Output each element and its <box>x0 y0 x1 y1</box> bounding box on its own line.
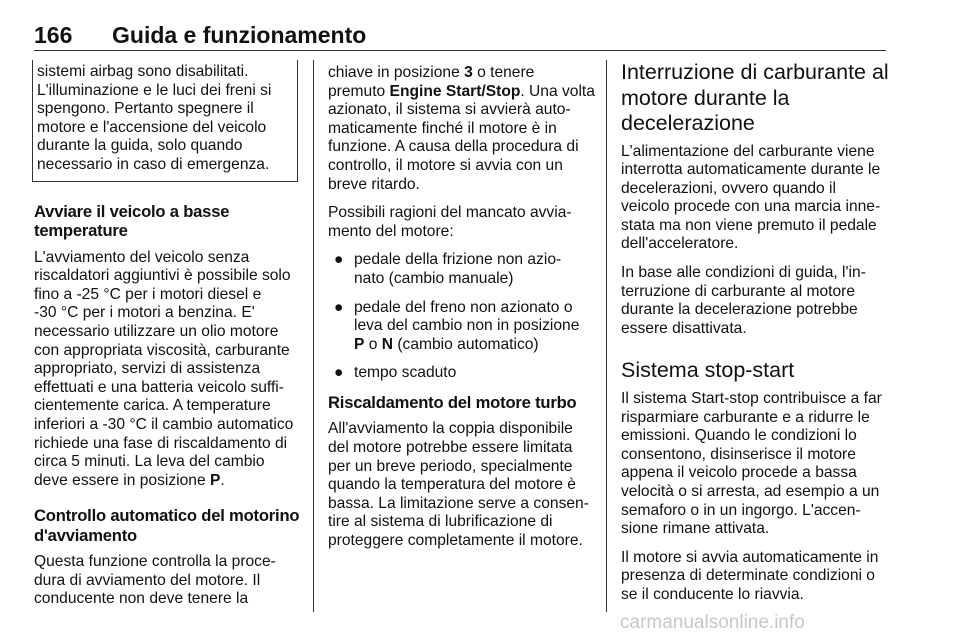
heading-line: decelerazione <box>621 111 755 135</box>
text-line: riscaldatori aggiuntivi è possibile solo <box>34 267 291 285</box>
text-line: proteggere completamente il motore. <box>328 531 583 549</box>
box-line: spengono. Pertanto spegnere il <box>37 100 254 118</box>
list-item <box>328 251 596 288</box>
text-line <box>328 83 596 102</box>
box-line: sistemi airbag sono disabilitati. <box>37 63 249 80</box>
heading-line: motore durante la <box>621 85 790 110</box>
list-item <box>328 364 596 383</box>
text-line: All'avviamento la coppia disponibile <box>328 420 573 438</box>
text-line: funzione. A causa della procedura di <box>328 138 579 156</box>
text-line: tempo scaduto <box>354 364 457 382</box>
heading-stop-start <box>621 358 889 384</box>
text-line: breve ritardo. <box>328 175 420 193</box>
paragraph-reasons <box>328 204 596 241</box>
text-line: leva del cambio non in posizione <box>354 317 580 335</box>
text-line: tire al sistema di lubrificazione di <box>328 513 553 531</box>
text-line: Possibili ragioni del mancato avvia- <box>328 204 572 222</box>
text-line: con appropriata viscosità, carburante <box>34 341 290 359</box>
text-segment: o <box>364 335 382 353</box>
text-segment: . <box>220 471 225 489</box>
heading-cold-start <box>34 202 298 241</box>
bullet-icon: ● <box>334 298 344 316</box>
text-line: stata ma non viene premuto il pedale <box>621 216 877 234</box>
text-line: terruzione di carburante al motore <box>621 282 856 300</box>
list-item <box>328 299 596 355</box>
paragraph-fuel-cutoff-2 <box>621 264 889 338</box>
text-line: Il motore si avvia automaticamente in <box>621 548 879 566</box>
text-line: effettuati e una batteria veicolo suffi- <box>34 378 284 396</box>
paragraph-fuel-cutoff-1 <box>621 143 889 255</box>
text-line: Il sistema Start-stop contribuisce a far <box>621 389 882 407</box>
heading-line: Controllo automatico del motorino <box>34 506 300 526</box>
text-line: azionato, il sistema si avvierà auto- <box>328 101 571 119</box>
text-line: essere disattivata. <box>621 319 747 337</box>
gear-position-p: P <box>354 335 365 353</box>
box-line: durante la guida, solo quando <box>37 137 243 155</box>
paragraph-auto-starter-cont <box>328 64 596 194</box>
text-line: durante la decelerazione potrebbe <box>621 301 858 319</box>
text-line: velocità o si arresta, ad esempio a un <box>621 482 880 500</box>
heading-fuel-cutoff <box>621 60 889 137</box>
heading-line: Riscaldamento del motore turbo <box>328 392 577 412</box>
text-line: Questa funzione controlla la proce- <box>34 553 276 571</box>
column-1 <box>34 64 298 619</box>
watermark: carmanualsonline.info <box>620 612 805 633</box>
box-line: L'illuminazione e le luci dei freni si <box>37 81 272 99</box>
text-segment: deve essere in posizione <box>34 471 210 489</box>
text-line: circa 5 minuti. La leva del cambio <box>34 453 265 471</box>
text-segment: premuto <box>328 82 390 100</box>
text-segment: o tenere <box>472 64 535 81</box>
text-line: cientemente carica. A temperature <box>34 397 271 415</box>
text-line: richiede una fase di riscaldamento di <box>34 434 288 452</box>
text-line: presenza di determinate condizioni o <box>621 567 875 585</box>
heading-line: Sistema stop-start <box>621 358 795 383</box>
text-line: pedale della frizione non azio- <box>354 251 562 269</box>
text-line: appena il veicolo procede a bassa <box>621 464 857 482</box>
column-3 <box>621 60 889 614</box>
gear-position-p: P <box>209 471 221 489</box>
text-line: interrotta automaticamente durante le <box>621 161 881 179</box>
text-line <box>328 64 596 83</box>
key-position-3: 3 <box>464 64 473 81</box>
bullet-icon: ● <box>334 364 344 382</box>
paragraph-auto-starter <box>34 553 298 609</box>
text-segment: chiave in posizione <box>328 64 465 81</box>
heading-line: Interruzione di carburante al <box>621 60 889 84</box>
text-line: quando la temperatura del motore è <box>328 476 576 494</box>
heading-turbo <box>328 393 596 413</box>
text-line: dell'acceleratore. <box>621 235 739 253</box>
heading-line: temperature <box>34 221 128 241</box>
paragraph-turbo <box>328 420 596 550</box>
warning-box <box>32 60 298 182</box>
text-line: consentono, disinserisce il motore <box>621 445 856 463</box>
text-line: se il conducente lo riavvia. <box>621 585 804 603</box>
column-divider-2 <box>606 60 607 612</box>
text-line: pedale del freno non azionato o <box>354 298 573 316</box>
text-line: fino a -25 °C per i motori diesel e <box>34 285 262 303</box>
text-line: decelerazioni, ovvero quando il <box>621 179 836 197</box>
text-line: dura di avviamento del motore. Il <box>34 571 261 589</box>
text-segment: . Una volta <box>520 82 595 100</box>
text-line: mento del motore: <box>328 222 454 240</box>
page-number: 166 <box>34 22 73 48</box>
reasons-list <box>328 251 596 383</box>
text-line: L'alimentazione del carburante viene <box>621 142 875 160</box>
page-header <box>34 0 886 50</box>
text-line <box>34 472 298 491</box>
gear-position-n: N <box>381 335 394 353</box>
text-line: controllo, il motore si avvia con un <box>328 156 563 174</box>
heading-line: d'avviamento <box>34 525 137 545</box>
text-line: del motore potrebbe essere limitata <box>328 439 573 456</box>
column-divider-1 <box>313 60 314 612</box>
paragraph-cold-start <box>34 249 298 491</box>
box-line: necessario in caso di emergenza. <box>37 155 270 173</box>
text-line: necessario utilizzare un olio motore <box>34 322 279 340</box>
text-line: risparmiare carburante e a ridurre le <box>621 408 870 426</box>
text-line: semaforo o in un ingorgo. L'accen- <box>621 501 861 519</box>
heading-auto-starter <box>34 506 298 545</box>
engine-start-stop-label: Engine Start/Stop <box>389 82 521 100</box>
text-line: emissioni. Quando le condizioni lo <box>621 427 857 445</box>
bullet-icon: ● <box>334 251 344 269</box>
heading-line: Avviare il veicolo a basse <box>34 201 230 221</box>
paragraph-stop-start-2 <box>621 549 889 605</box>
text-line: inferiori a -30 °C il cambio automatico <box>34 415 294 433</box>
text-line: -30 °C per i motori a benzina. E' <box>34 304 255 322</box>
text-line: per un breve periodo, specialmente <box>328 457 573 475</box>
text-segment: (cambio automatico) <box>393 335 539 353</box>
text-line: appropriato, servizi di assistenza <box>34 360 261 378</box>
text-line: sione rimane attivata. <box>621 520 770 538</box>
text-line: In base alle condizioni di guida, l'in- <box>621 264 866 282</box>
text-line <box>354 336 596 355</box>
text-line: L'avviamento del veicolo senza <box>34 248 250 266</box>
text-line: bassa. La limitazione serve a consen- <box>328 494 589 512</box>
text-line: veicolo procede con una marcia inne- <box>621 198 881 216</box>
header-title: Guida e funzionamento <box>112 22 367 48</box>
paragraph-stop-start-1 <box>621 390 889 539</box>
text-line: maticamente finché il motore è in <box>328 119 557 137</box>
text-line: conducente non deve tenere la <box>34 590 249 608</box>
box-line: motore e l'accensione del veicolo <box>37 118 267 136</box>
text-line: nato (cambio manuale) <box>354 269 514 287</box>
column-2 <box>328 64 596 561</box>
header-rule <box>34 50 886 51</box>
